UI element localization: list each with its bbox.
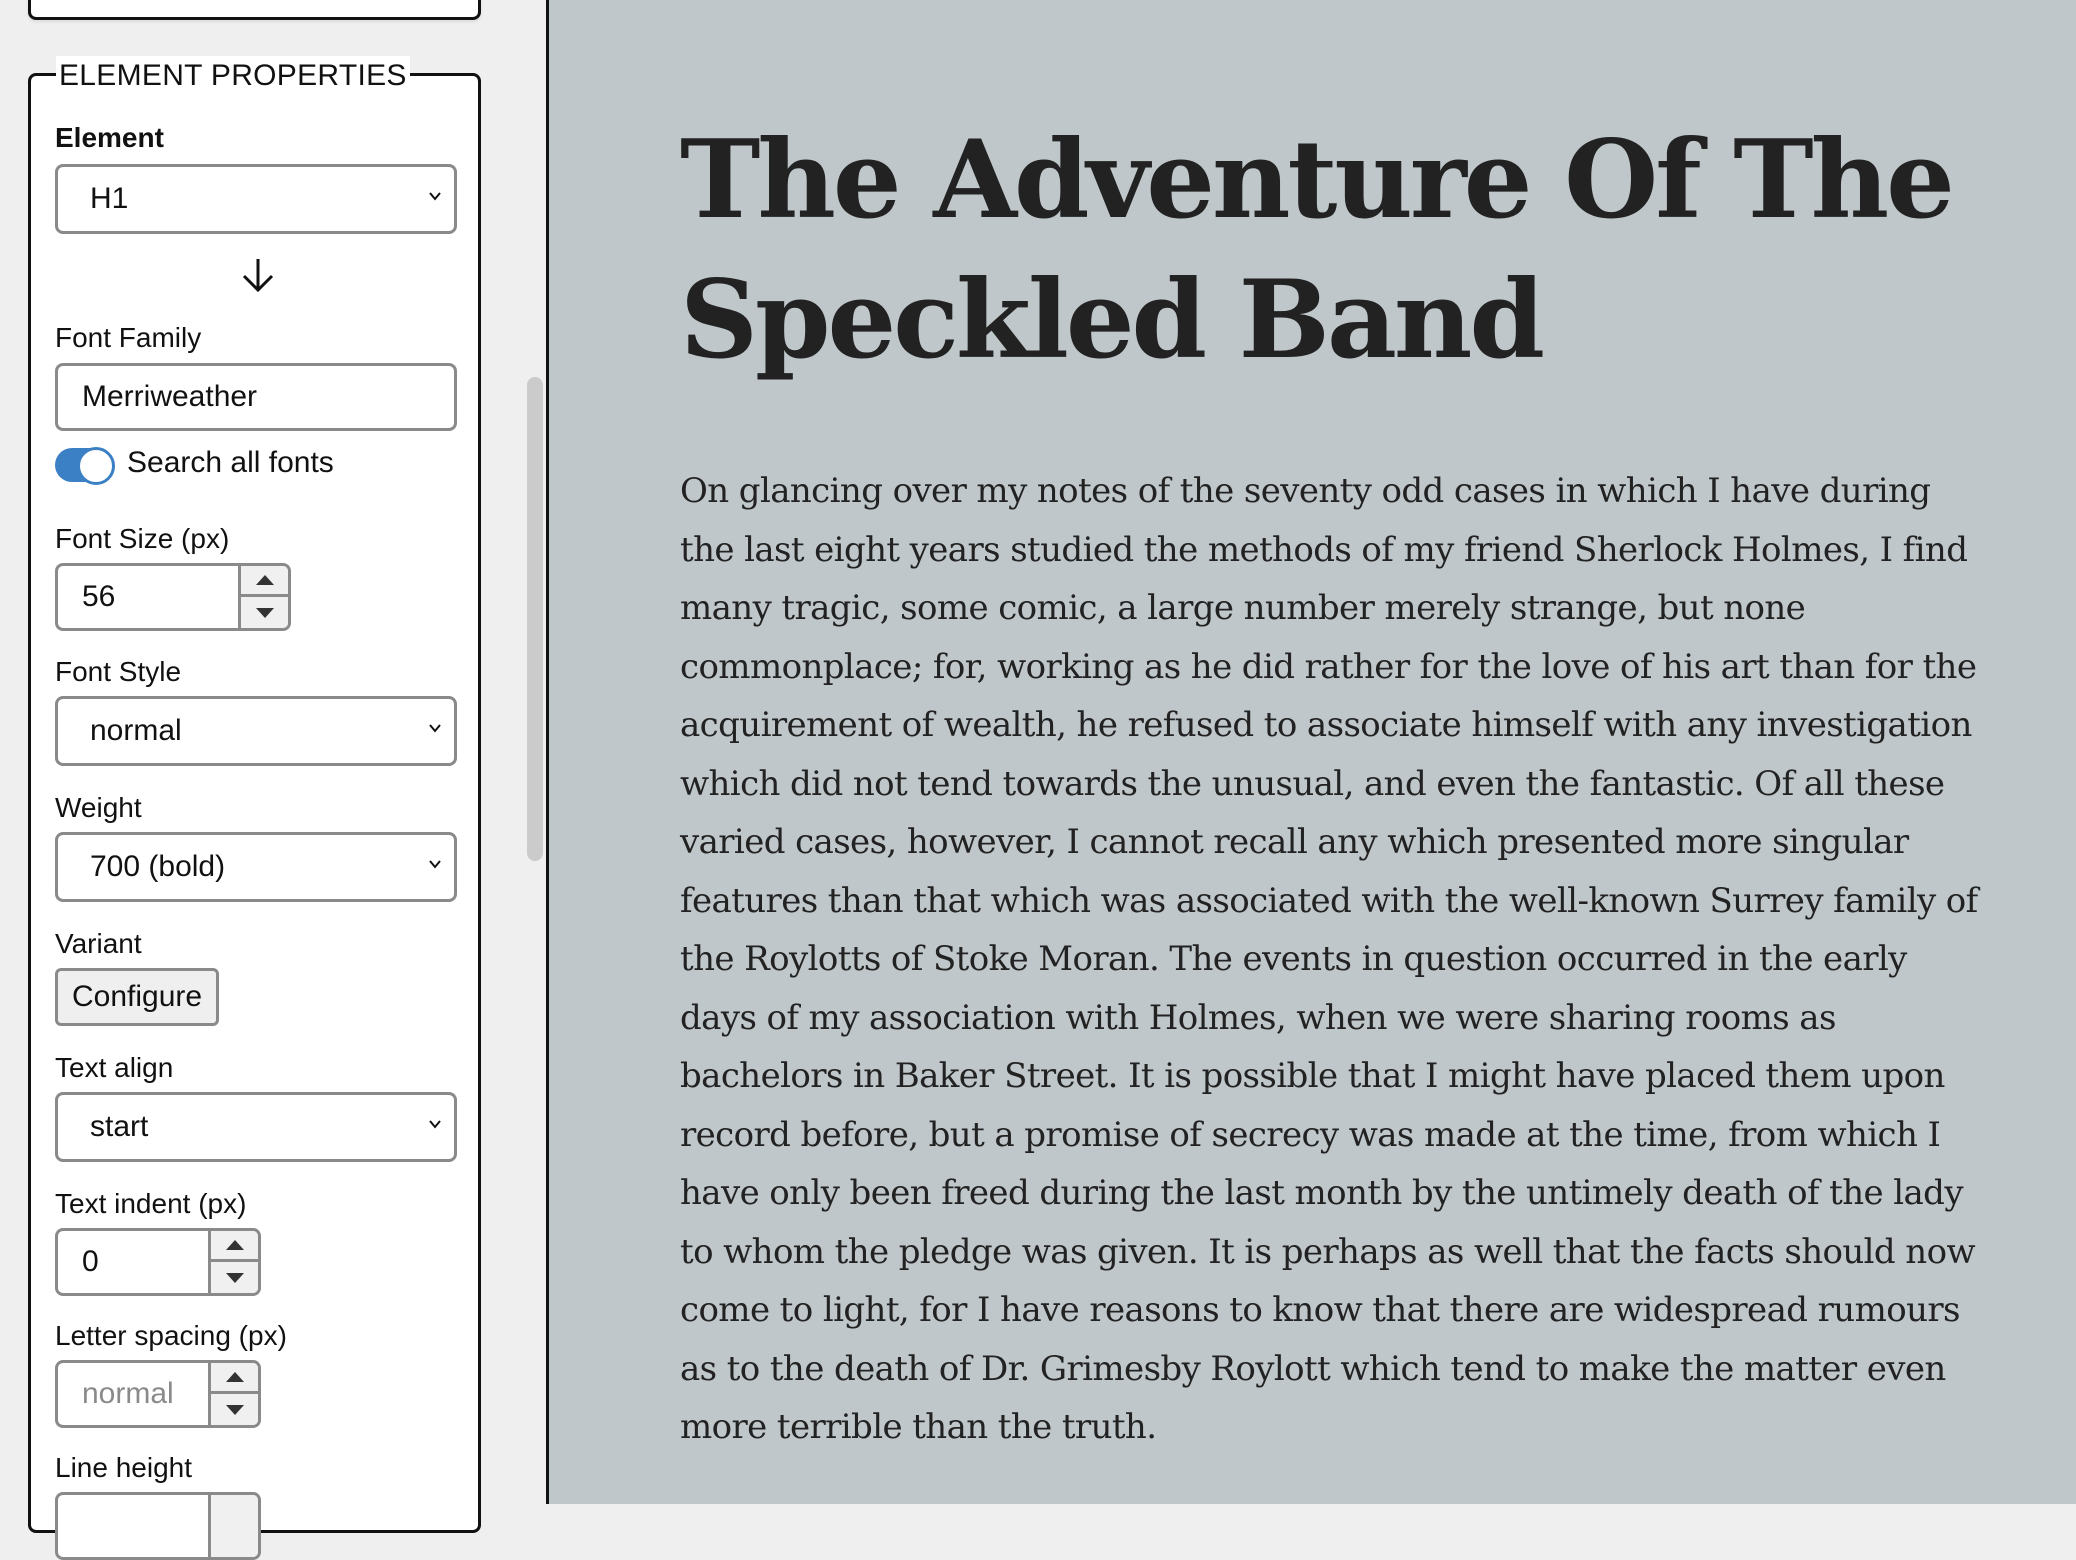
- letter-spacing-spinner: [208, 1363, 258, 1425]
- search-all-fonts-toggle[interactable]: [55, 448, 113, 482]
- caret-down-icon: [226, 1273, 244, 1283]
- variant-label: Variant: [55, 928, 142, 959]
- arrow-down-icon: [239, 256, 277, 294]
- chevron-down-icon: [428, 189, 442, 203]
- increment-button[interactable]: [241, 566, 288, 597]
- element-select-value: H1: [90, 182, 129, 215]
- sidebar-scrollbar[interactable]: [521, 0, 546, 1504]
- decrement-button[interactable]: [241, 597, 288, 628]
- fieldset-legend: ELEMENT PROPERTIES: [56, 56, 410, 96]
- text-indent-label: Text indent (px): [55, 1188, 247, 1219]
- chevron-down-icon: [428, 1117, 442, 1131]
- weight-select[interactable]: [55, 832, 457, 902]
- preview-paragraph[interactable]: On glancing over my notes of the seventy odd cases in which I have during the last eight years studied the methods of my friend Sherlock Holmes, I find many tragic, some comic, a large number merely strange, but none commonplace; for, working as he did rather for the love of his art than for the acquirement of wealth, he refused to associate himself with any investigation which did not tend towards the unusual, and even the fantastic. Of all these varied cases, however, I cannot recall any which presented more singular features than that which was associated with the well-known Surrey family of the Roylotts of Stoke Moran. The events in question occurred in the early days of my association with Holmes, when we were sharing rooms as bachelors in Baker Street. It is possible that I might have placed them upon record before, but a promise of secrecy was made at the time, from which I have only been freed during the last month by the untimely death of the lady to whom the pledge was given. It is perhaps as well that the facts should now come to light, for I have reasons to know that there are widespread rumours as to the death of Dr. Grimesby Roylott which tend to make the matter even more terrible than the truth.: [680, 471, 1978, 1447]
- font-style-select[interactable]: [55, 696, 457, 766]
- preview-heading[interactable]: The Adventure Of The Speckled Band: [680, 117, 1952, 383]
- caret-up-icon: [226, 1240, 244, 1250]
- element-label: Element: [55, 122, 164, 153]
- preview-pane: [549, 0, 2076, 1504]
- chevron-down-icon: [428, 721, 442, 735]
- caret-up-icon: [256, 575, 274, 585]
- line-height-stepper[interactable]: [55, 1492, 261, 1560]
- text-align-label: Text align: [55, 1052, 174, 1083]
- element-select[interactable]: [55, 164, 457, 234]
- weight-label: Weight: [55, 792, 142, 823]
- font-size-spinner: [238, 566, 288, 628]
- element-properties-fieldset: [28, 59, 481, 1533]
- previous-panel-box: [28, 0, 481, 20]
- font-size-label: Font Size (px): [55, 523, 230, 554]
- font-size-value: 56: [82, 580, 116, 613]
- text-indent-spinner: [208, 1231, 258, 1293]
- text-align-select[interactable]: [55, 1092, 457, 1162]
- caret-down-icon: [226, 1405, 244, 1415]
- sidebar-panel: [0, 0, 549, 1504]
- letter-spacing-stepper[interactable]: [55, 1360, 261, 1428]
- letter-spacing-label: Letter spacing (px): [55, 1320, 287, 1351]
- font-style-label: Font Style: [55, 656, 182, 687]
- letter-spacing-placeholder: normal: [82, 1377, 174, 1410]
- decrement-button[interactable]: [211, 1262, 258, 1293]
- configure-variant-button[interactable]: Configure: [55, 968, 219, 1026]
- font-size-stepper[interactable]: [55, 563, 291, 631]
- increment-button[interactable]: [211, 1363, 258, 1394]
- caret-up-icon: [226, 1372, 244, 1382]
- weight-value: 700 (bold): [90, 850, 226, 883]
- chevron-down-icon: [428, 857, 442, 871]
- line-height-spinner: [208, 1495, 258, 1557]
- text-indent-value: 0: [82, 1245, 99, 1278]
- font-family-input[interactable]: Merriweather: [55, 363, 457, 431]
- increment-button[interactable]: [211, 1231, 258, 1262]
- scrollbar-thumb[interactable]: [527, 377, 543, 861]
- font-style-value: normal: [90, 714, 182, 747]
- text-align-value: start: [90, 1110, 149, 1143]
- caret-down-icon: [256, 608, 274, 618]
- line-height-label: Line height: [55, 1452, 193, 1483]
- toggle-knob: [77, 447, 115, 485]
- text-indent-stepper[interactable]: [55, 1228, 261, 1296]
- decrement-button[interactable]: [211, 1394, 258, 1425]
- font-family-label: Font Family: [55, 322, 202, 353]
- search-all-fonts-label: Search all fonts: [127, 446, 334, 479]
